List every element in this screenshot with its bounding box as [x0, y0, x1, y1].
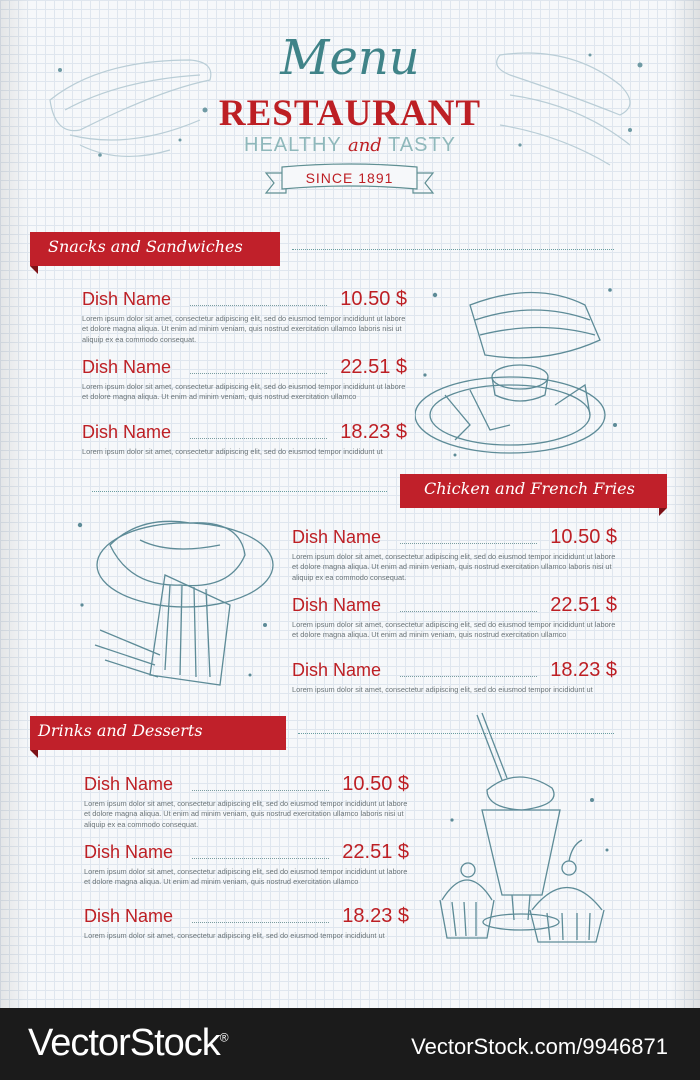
brand-text: VectorStock [28, 1022, 220, 1064]
price-leader [400, 611, 537, 612]
dish-name: Dish Name [292, 527, 382, 547]
since-label: SINCE 1891 [305, 170, 394, 186]
section-ribbon-chicken [400, 474, 667, 508]
price-leader [192, 790, 329, 791]
tagline [0, 134, 700, 157]
price-leader [400, 543, 537, 544]
dish-name: Dish Name [82, 357, 172, 377]
price-leader [190, 373, 327, 374]
dish-description: Lorem ipsum dolor sit amet, consectetur adipiscing elit, sed do eiusmod tempor incididunt ut labore et dolore magna aliqua. Ut enim ad minim veniam, quis nostrud exercitation ullamco [84, 867, 408, 887]
dish-description: Lorem ipsum dolor sit amet, consectetur adipiscing elit, sed do eiusmod tempor incididunt ut [82, 447, 383, 456]
dish-name: Dish Name [84, 906, 174, 926]
section-divider [292, 249, 614, 250]
registered-mark: ® [219, 1030, 229, 1045]
dish-name: Dish Name [292, 595, 382, 615]
dish-description: Lorem ipsum dolor sit amet, consectetur adipiscing elit, sed do eiusmod tempor incididunt ut labore et dolore magna aliqua. Ut enim ad minim veniam, quis nostrud exercitation ullamco [292, 620, 616, 640]
dish-price: 18.23 $ [340, 421, 407, 443]
dish-description: Lorem ipsum dolor sit amet, consectetur adipiscing elit, sed do eiusmod tempor incididunt ut labore et dolore magna aliqua. Ut enim ad minim veniam, quis nostrud exercitation ullamco laboris nisi ut aliquip ex ea commodo consequat. [292, 552, 616, 582]
milkshake-cupcakes-sketch [432, 710, 622, 945]
dish-price: 10.50 $ [550, 526, 617, 548]
price-leader [190, 305, 327, 306]
ribbon-fold [659, 508, 667, 516]
ribbon-fold [30, 750, 38, 758]
tagline-right: TASTY [388, 134, 456, 156]
dish-price: 18.23 $ [342, 905, 409, 927]
watermark-footer [0, 1008, 700, 1080]
section-title-snacks: Snacks and Sandwiches [48, 237, 243, 256]
dish-price: 10.50 $ [342, 773, 409, 795]
section-ribbon-drinks [30, 716, 286, 750]
dish-name: Dish Name [82, 422, 172, 442]
dish-price: 22.51 $ [342, 841, 409, 863]
tagline-and: and [347, 135, 382, 156]
section-title-chicken: Chicken and French Fries [424, 479, 635, 498]
price-leader [192, 922, 329, 923]
dish-description: Lorem ipsum dolor sit amet, consectetur adipiscing elit, sed do eiusmod tempor incididunt ut labore et dolore magna aliqua. Ut enim ad minim veniam, quis nostrud exercitation ullamco laboris nisi ut aliquip ex ea commodo consequat. [82, 314, 406, 344]
dish-price: 22.51 $ [340, 356, 407, 378]
restaurant-title: RESTAURANT [218, 93, 482, 134]
dish-name: Dish Name [84, 842, 174, 862]
dish-description: Lorem ipsum dolor sit amet, consectetur adipiscing elit, sed do eiusmod tempor incididunt ut labore et dolore magna aliqua. Ut enim ad minim veniam, quis nostrud exercitation ullamco laboris nisi ut aliquip ex ea commodo consequat. [84, 799, 408, 829]
menu-script-title: Menu [280, 30, 420, 86]
vectorstock-logo [28, 1022, 229, 1065]
section-ribbon-snacks [30, 232, 280, 266]
dish-price: 18.23 $ [550, 659, 617, 681]
section-divider [92, 491, 387, 492]
section-title-drinks: Drinks and Desserts [38, 721, 203, 740]
dish-name: Dish Name [82, 289, 172, 309]
price-leader [192, 858, 329, 859]
dish-price: 22.51 $ [550, 594, 617, 616]
sandwich-sketch [415, 265, 625, 465]
dish-description: Lorem ipsum dolor sit amet, consectetur adipiscing elit, sed do eiusmod tempor incididunt ut labore et dolore magna aliqua. Ut enim ad minim veniam, quis nostrud exercitation ullamco [82, 382, 406, 402]
dish-name: Dish Name [292, 660, 382, 680]
tagline-left: HEALTHY [244, 134, 342, 156]
dish-price: 10.50 $ [340, 288, 407, 310]
dish-description: Lorem ipsum dolor sit amet, consectetur adipiscing elit, sed do eiusmod tempor incididunt ut [292, 685, 593, 694]
ribbon-fold [30, 266, 38, 274]
dish-description: Lorem ipsum dolor sit amet, consectetur adipiscing elit, sed do eiusmod tempor incididunt ut [84, 931, 385, 940]
chicken-fries-sketch [70, 505, 275, 695]
price-leader [190, 438, 327, 439]
image-id-label: VectorStock.com/9946871 [411, 1034, 668, 1059]
price-leader [400, 676, 537, 677]
dish-name: Dish Name [84, 774, 174, 794]
